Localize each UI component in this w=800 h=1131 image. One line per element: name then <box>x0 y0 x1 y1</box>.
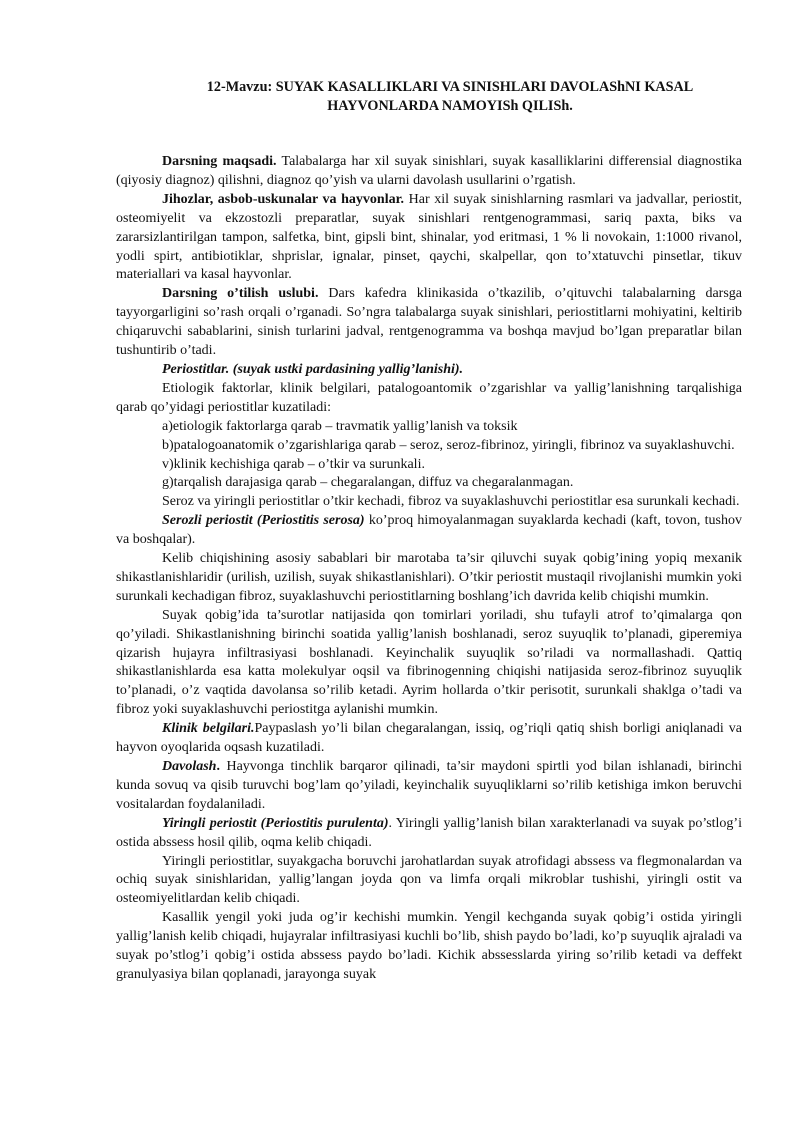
paragraph <box>116 550 742 607</box>
paragraph-text: Hayvonga tinchlik barqaror qilinadi, ta’sir maydoni spirtli yod bilan ishlanadi, birinchi kunda sovuq va qisib turuvchi bog’lam qo’yiladi, keyinchalik suyuqliklarni so’rilib ketishiga imkon beruvchi vositalardan foydalaniladi. <box>116 759 742 812</box>
list-item <box>116 437 742 456</box>
paragraph-text: b)patalogoanatomik o’zgarishlariga qarab – seroz, seroz-fibrinoz, yiringli, fibrinoz va suyaklashuvchi. <box>162 437 735 453</box>
paragraph-text: Seroz va yiringli periostitlar o’tkir kechadi, fibroz va suyaklashuvchi periostitlar esa surunkali kechadi. <box>162 494 740 510</box>
paragraph-text: a)etiologik faktorlarga qarab – travmatik yallig’lanish va toksik <box>162 418 518 434</box>
paragraph-lead: Yiringli periostit (Periostitis purulenta) <box>162 815 389 831</box>
title-line-1: 12-Mavzu: SUYAK KASALLIKLARI VA SINISHLARI DAVOLAShNI KASAL <box>206 79 694 95</box>
document-body <box>116 153 742 985</box>
paragraph <box>116 720 742 758</box>
paragraph-text: Kasallik yengil yoki juda og’ir kechishi mumkin. Yengil kechganda suyak qobig’i ostida yiringli yallig’lanish kelib chiqadi, hujayralar infiltrasiyasi kuchli bo’lib, shish paydo bo’ladi, ko’p suyuqlik ajraladi va suyak po’stlog’i qobig’i ostida abssess paydo bo’ladi. Kichik abssesslarda yiring so’rilib ketadi va deffekt granulyasiya bilan qoplanadi, jarayonga suyak <box>116 910 742 982</box>
paragraph <box>116 285 742 361</box>
paragraph <box>116 191 742 286</box>
list-item <box>116 456 742 475</box>
list-item <box>116 418 742 437</box>
paragraph-text: Suyak qobig’ida ta’surotlar natijasida qon tomirlari yoriladi, shu tufayli atrof to’qimalarga qon qo’yiladi. Shikastlanishning birinchi soatida yallig’lanish boshlanadi, seroz suyuqlik to’planadi, giperemiya qizarish hujayra infiltrasiyasi boshlanadi. Keyinchalik suyuqlik so’riladi va normallashadi. Qattiq shikastlanishlarda esa katta molekulyar oqsil va fibrinogenning chiqishi natijasida seroz-fibrinoz suyuqlik to’planadi, o’z vaqtida davolansa so’rilib ketadi. Ayrim hollarda o’tkir perisotit, surunkali shaklga o’tadi va fibroz yoki suyaklashuvchi periostitga aylanishi mumkin. <box>116 607 742 718</box>
list-item <box>116 474 742 493</box>
paragraph-lead: Davolash <box>162 759 217 774</box>
paragraph <box>116 758 742 815</box>
paragraph <box>116 815 742 853</box>
paragraph-text: v)klinik kechishiga qarab – o’tkir va surunkali. <box>162 456 425 472</box>
paragraph <box>116 853 742 910</box>
paragraph <box>116 153 742 191</box>
paragraph-lead: Serozli periostit (Periostitis serosa) <box>162 513 365 529</box>
paragraph-text: ko’proq himoyalanmagan suyaklarda kechadi (kaft, tovon, tushov va boshqalar). <box>116 513 742 548</box>
paragraph-text: . Yiringli yallig’lanish bilan xarakterlanadi va suyak po’stlog’i ostida abssess hosil qilib, oqma kelib chiqadi. <box>116 815 742 850</box>
paragraph <box>116 909 742 985</box>
paragraph-text: Yiringli periostitlar, suyakgacha boruvchi jarohatlardan suyak atrofidagi abssess va flegmonalardan va ochiq suyak sinishlaridan, yallig’langan joyda qon va limfa orqali mikroblar tushishi, yiringli ostit va osteomiyelitlardan kelib chiqadi. <box>116 853 742 907</box>
paragraph <box>116 380 742 418</box>
paragraph-text: Kelib chiqishining asosiy sabablari bir marotaba ta’sir qiluvchi suyak qobig’ining yopiq mexanik shikastlanishlaridir (urilish, uzilish, suyak shikastlanishlari). O’tkir periostit mustaqil rivojlanishi mumkin yoki surunkali kechadigan fibroz, suyaklashuvchi periostitlarning boshlang’ich davrida kelib chiqishi mumkin. <box>116 551 742 604</box>
paragraph-lead: Darsning maqsadi. <box>162 154 277 169</box>
paragraph-lead: Darsning o’tilish uslubi. <box>162 286 319 302</box>
paragraph <box>116 512 742 550</box>
paragraph-lead: Jihozlar, asbob-uskunalar va hayvonlar. <box>162 191 405 207</box>
paragraph-lead: Klinik belgilari. <box>162 721 255 737</box>
paragraph-text: Etiologik faktorlar, klinik belgilari, patalogoantomik o’zgarishlar va yallig’lanishning tarqalishiga qarab qo’yidagi periostitlar kuzatiladi: <box>116 380 742 415</box>
section-heading: Periostitlar. (suyak ustki pardasining yallig’lanishi). <box>162 361 464 377</box>
paragraph-text: g)tarqalish darajasiga qarab – chegaralangan, diffuz va chegaralanmagan. <box>162 475 574 491</box>
paragraph-text: Talabalarga har xil suyak sinishlari, suyak kasalliklarini differensial diagnostika (qiyosiy diagnoz) qilishni, diagnoz qo’yish va ularni davolash usullarini o’rgatish. <box>116 154 742 188</box>
paragraph <box>116 361 742 380</box>
paragraph-lead-punct: . <box>216 759 220 774</box>
paragraph-text: Dars kafedra klinikasida o’tkazilib, o’qituvchi talabalarning darsga tayyorgarligini so’rash orqali o’rganadi. So’ngra talabalarga suyak sinishlari, periostitlarni mohiyatini, keltirib chiqaruvchi sabablarini, sinish turlarini jadval, rentgenogramma va boshqa mavjud bo’lgan preparatlar bilan tushuntirib o’tadi. <box>116 286 742 359</box>
title-line-2: HAYVONLARDA NAMOYISh QILISh. <box>327 98 573 114</box>
paragraph-text: Paypaslash yo’li bilan chegaralangan, issiq, og’riqli qatiq shish borligi aniqlanadi va hayvon oyoqlarida oqsash kuzatiladi. <box>116 721 743 756</box>
page-title <box>150 78 750 116</box>
paragraph <box>116 493 742 512</box>
paragraph-text: Har xil suyak sinishlarning rasmlari va jadvallar, periostit, osteomiyelit va ekzostozli preparatlar, suyak sinishlari rentgenogrammasi, sariq paxta, biks va zararsizlantirilgan tampon, salfetka, bint, gipsli bint, shinalar, yod eritmasi, 1 % li novokain, 1:1000 rivanol, yodli spirt, antibiotiklar, shprislar, ignalar, pinset, qaychi, skalpellar, qon to’xtatuvchi pinsetlar, tikuv materiallari va kasal hayvonlar. <box>116 191 743 283</box>
paragraph <box>116 607 742 720</box>
